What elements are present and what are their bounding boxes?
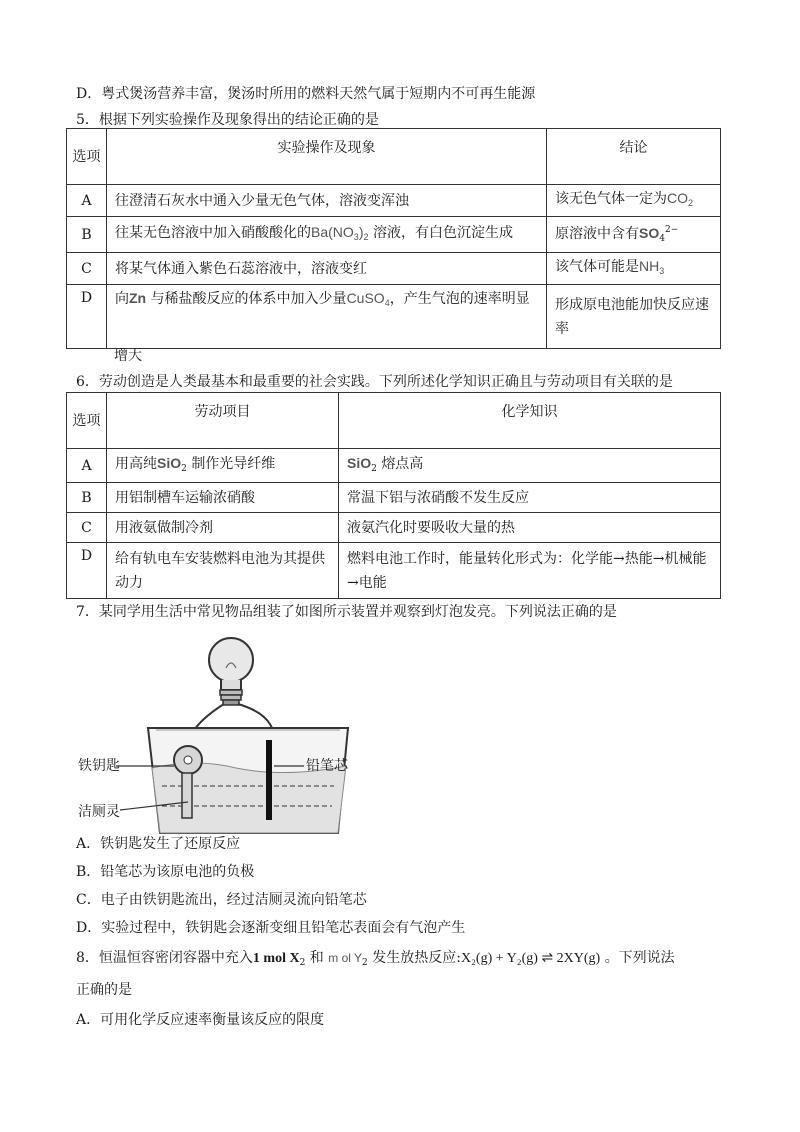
- q6-row-d: [67, 543, 721, 599]
- q8-and: 和: [309, 950, 324, 966]
- q8-equation: X₂(g) + Y₂(g) ⇌ 2XY(g): [460, 951, 601, 966]
- q5-row-d-option: D: [67, 285, 107, 349]
- q6-row-a-know-formula: SiO: [347, 454, 372, 471]
- q5-row-c-conclusion: [547, 253, 721, 285]
- q5-row-d-op-post: ，产生气泡的速率明显: [389, 291, 530, 307]
- q8-stem-mid: 发生放热反应:: [372, 950, 461, 966]
- q5-row-a-conclusion-text: 该无色气体一定为: [555, 191, 667, 207]
- q7-stem: 7．某同学用生活中常见物品组装了如图所示装置并观察到灯泡发亮。下列说法正确的是: [76, 604, 617, 620]
- q5-row-b-formula-conc-sup: 2−: [664, 225, 679, 235]
- q6-row-a-know-sub: 2: [371, 463, 377, 474]
- q5-row-c-formula: NH: [639, 258, 660, 274]
- q6-row-c-project: 用液氨做制冷剂: [107, 513, 339, 543]
- q5-row-c-operation: 将某气体通入紫色石蕊溶液中，溶液变红: [107, 253, 547, 285]
- q6-row-a-knowledge: [339, 449, 721, 483]
- q5-row-b-op-post: 溶液，有白色沉淀生成: [372, 225, 513, 241]
- q6-row-d-option: D: [67, 543, 107, 599]
- q5-row-d-operation: [107, 285, 547, 349]
- q5-row-a: [67, 185, 721, 217]
- q6-header-knowledge: 化学知识: [339, 393, 721, 449]
- q6-row-a: [67, 449, 721, 483]
- q8-stem-line2: 正确的是: [76, 982, 132, 998]
- q5-row-a-conclusion: [547, 185, 721, 217]
- q8-stem-post: 。下列说法: [604, 950, 675, 966]
- q7-label-iron-key: 铁钥匙: [78, 758, 120, 774]
- q6-header-row: [67, 393, 721, 449]
- q8-option-a: A．可用化学反应速率衡量该反应的限度: [76, 1012, 325, 1028]
- q6-row-a-option: A: [67, 449, 107, 483]
- q5-row-a-operation: 往澄清石灰水中通入少量无色气体，溶液变浑浊: [107, 185, 547, 217]
- q6-stem: 6．劳动创造是人类最基本和最重要的社会实践。下列所述化学知识正确且与劳动项目有关联的是: [76, 374, 673, 390]
- q5-row-b-formula: Ba(NO: [311, 224, 354, 240]
- q6-header-project: 劳动项目: [107, 393, 339, 449]
- q5-row-c-option: C: [67, 253, 107, 285]
- q5-row-d-formula-cuso-sub: 4: [384, 298, 390, 308]
- q4-option-d: D．粤式煲汤营养丰富，煲汤时所用的燃料天然气属于短期内不可再生能源: [76, 86, 536, 102]
- q5-header-operation: 实验操作及现象: [107, 129, 547, 185]
- q7-option-d: D．实验过程中，铁钥匙会逐渐变细且铅笔芯表面会有气泡产生: [76, 920, 466, 936]
- q6-row-c-knowledge: 液氨汽化时要吸收大量的热: [339, 513, 721, 543]
- q6-row-b-knowledge: 常温下铝与浓硝酸不发生反应: [339, 483, 721, 513]
- q6-row-a-project: [107, 449, 339, 483]
- q7-label-toilet-cleaner: 洁厕灵: [78, 804, 120, 820]
- q5-row-d: [67, 285, 721, 349]
- q6-row-b-project: 用铝制槽车运输浓硝酸: [107, 483, 339, 513]
- q5-row-c-conclusion-text: 该气体可能是: [555, 259, 639, 275]
- q5-row-a-option: A: [67, 185, 107, 217]
- q5-header-conclusion: 结论: [547, 129, 721, 185]
- q7-option-a: A．铁钥匙发生了还原反应: [76, 836, 241, 852]
- q6-row-a-proj-formula: SiO: [157, 454, 182, 471]
- q8-x2-sub: 2: [299, 958, 306, 968]
- q6-row-a-proj-pre: 用高纯: [115, 455, 157, 472]
- q5-row-b-formula-sub2: 2: [363, 232, 369, 242]
- q5-row-d-op-pre: 向: [115, 291, 129, 307]
- q5-header-option: 选项: [67, 129, 107, 185]
- q6-row-b: [67, 483, 721, 513]
- q6-row-a-know-post: 熔点高: [381, 455, 424, 472]
- q6-header-option: 选项: [67, 393, 107, 449]
- q5-row-d-formula-cuso: CuSO: [346, 290, 385, 306]
- q7-label-pencil-core: 铅笔芯: [306, 758, 348, 774]
- q5-row-b-formula-sub: 3: [353, 232, 359, 242]
- q6-row-a-proj-post: 制作光导纤维: [191, 455, 276, 472]
- q5-row-b-formula-conc: SO: [639, 225, 660, 241]
- q5-row-b-operation: [107, 217, 547, 253]
- q7-apparatus-figure: [76, 628, 376, 838]
- q5-row-d-formula-zn: Zn: [129, 290, 147, 306]
- q5-row-b-option: B: [67, 217, 107, 253]
- q8-y2-amount: m ol Y: [328, 951, 363, 965]
- q5-table: [66, 128, 721, 349]
- q8-x2-amount: 1 mol X: [252, 951, 300, 966]
- q5-row-d-op-mid: 与稀盐酸反应的体系中加入少量: [150, 291, 347, 307]
- q5-row-c: [67, 253, 721, 285]
- container: [148, 728, 348, 833]
- q5-stem: 5．根据下列实验操作及现象得出的结论正确的是: [76, 112, 379, 128]
- q7-option-b: B．铅笔芯为该原电池的负极: [76, 864, 255, 880]
- q8-y2-sub: 2: [362, 958, 368, 968]
- bulb-icon: [209, 638, 253, 705]
- q5-row-b-conclusion: [547, 217, 721, 253]
- q5-row-d-op-tail: 增大: [114, 348, 142, 364]
- q5-header-row: [67, 129, 721, 185]
- q6-row-b-option: B: [67, 483, 107, 513]
- q5-row-b-op-pre: 往某无色溶液中加入硝酸酸化的: [115, 225, 311, 241]
- q5-row-b: [67, 217, 721, 253]
- q5-row-a-formula: CO: [667, 190, 688, 206]
- q5-row-d-conclusion: 形成原电池能加快反应速率: [547, 285, 721, 349]
- q8-stem-pre: 8．恒温恒容密闭容器中充入: [76, 950, 253, 966]
- q5-row-c-formula-sub: 3: [659, 266, 665, 276]
- q7-option-c: C．电子由铁钥匙流出，经过洁厕灵流向铅笔芯: [76, 892, 367, 908]
- q6-row-c-option: C: [67, 513, 107, 543]
- q8-stem-line1: [76, 948, 675, 973]
- q5-row-b-formula-close: ): [358, 224, 364, 240]
- q5-row-b-conclusion-text: 原溶液中含有: [555, 226, 639, 242]
- q5-row-b-formula-conc-sub: 4: [659, 234, 665, 244]
- q6-row-c: [67, 513, 721, 543]
- q6-row-d-knowledge: 燃料电池工作时，能量转化形式为：化学能→热能→机械能→电能: [339, 543, 721, 599]
- q5-row-a-formula-sub: 2: [688, 198, 694, 208]
- q6-table: [66, 392, 721, 599]
- pencil-core-icon: [266, 740, 272, 820]
- q6-row-d-project: 给有轨电车安装燃料电池为其提供动力: [107, 543, 339, 599]
- q6-row-a-proj-sub: 2: [181, 463, 187, 474]
